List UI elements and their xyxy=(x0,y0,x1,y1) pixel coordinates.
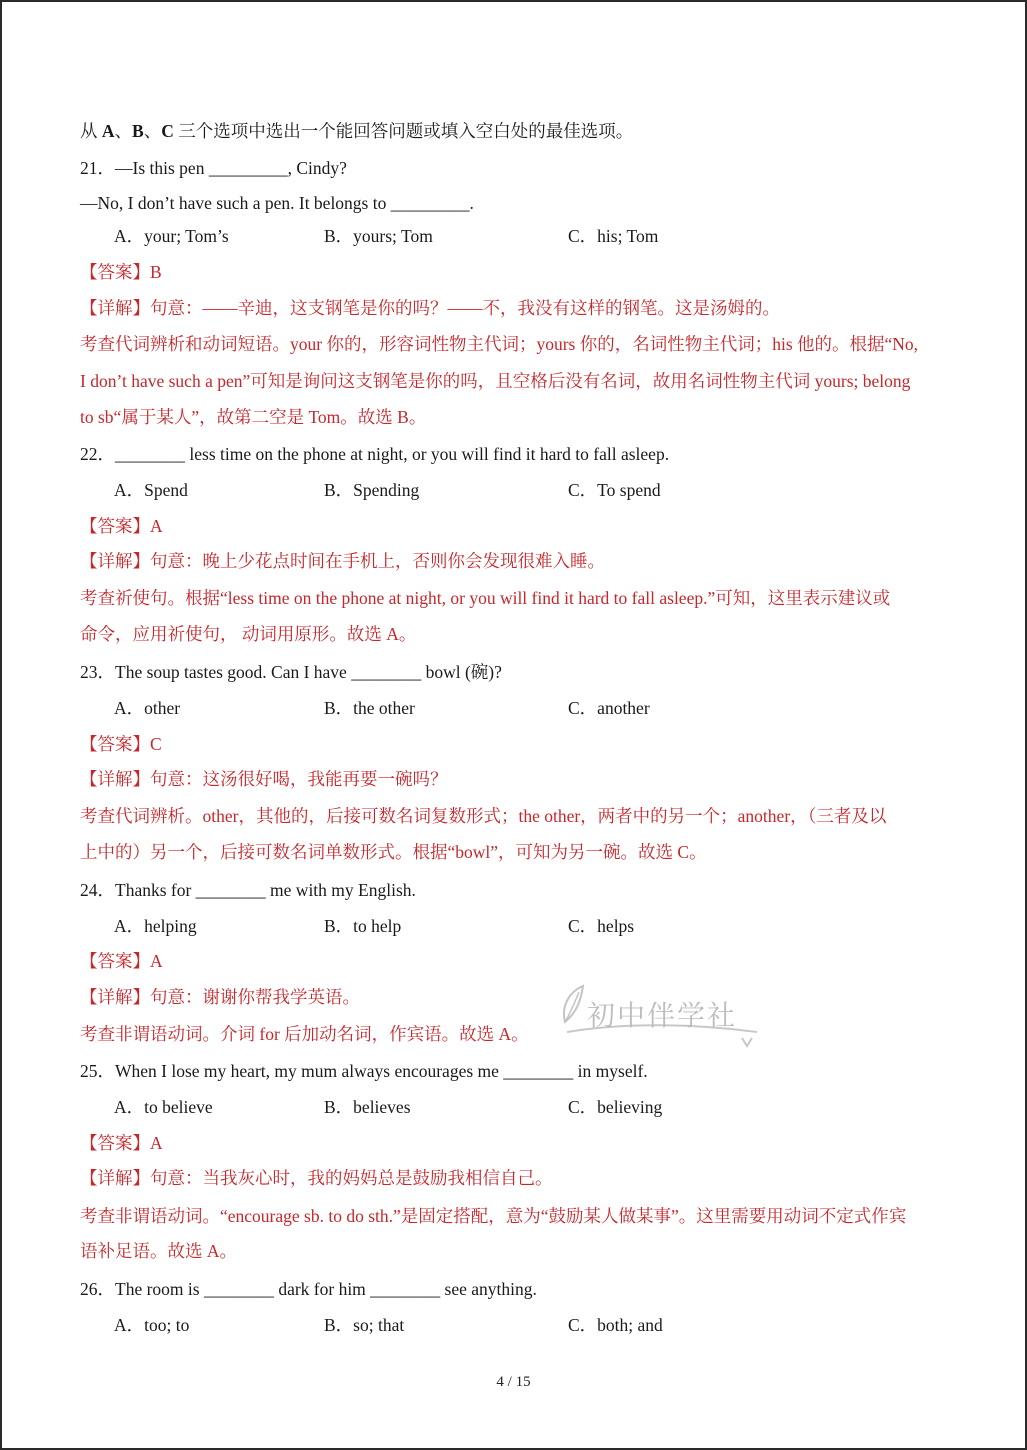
q23-explain-2: 上中的）另一个，后接可数名词单数形式。根据“bowl”，可知为另一碗。故选 C。 xyxy=(80,842,707,862)
q24-answer: 【答案】A xyxy=(80,951,163,971)
q23-option-b: B．the other xyxy=(324,698,415,718)
q26-option-a: A．too; to xyxy=(114,1315,190,1335)
q23-detail: 【详解】句意：这汤很好喝，我能再要一碗吗？ xyxy=(80,769,448,789)
q22-explain-2: 命令，应用祈使句， 动词用原形。故选 A。 xyxy=(80,624,417,644)
q24-option-a: A．helping xyxy=(114,916,197,936)
q21-explain-3: to sb“属于某人”，故第二空是 Tom。故选 B。 xyxy=(80,407,427,427)
instruction-sep1: 、 xyxy=(114,121,133,141)
q22-stem: 22．________ less time on the phone at night, or you will find it hard to fall asleep. xyxy=(80,444,670,464)
instruction-opt-c: C xyxy=(161,121,174,141)
q25-detail: 【详解】句意：当我灰心时，我的妈妈总是鼓励我相信自己。 xyxy=(80,1168,553,1188)
q22-option-b: B．Spending xyxy=(324,480,420,500)
instruction-line xyxy=(80,120,633,142)
instruction-opt-b: B xyxy=(132,121,144,141)
q25-stem: 25．When I lose my heart, my mum always encourages me ________ in myself. xyxy=(80,1061,648,1081)
q26-option-c: C．both; and xyxy=(568,1315,663,1335)
instruction-prefix: 从 xyxy=(80,121,98,141)
q22-explain-1: 考查祈使句。根据“less time on the phone at night, or you will find it hard to fall asleep.”可知，这里表示建议或 xyxy=(80,588,891,608)
q24-option-c: C．helps xyxy=(568,916,635,936)
q21-stem: 21．—Is this pen _________, Cindy? xyxy=(80,158,347,178)
q21-explain-2: I don’t have such a pen”可知是询问这支钢笔是你的吗，且空格后没有名词，故用名词性物主代词 yours; belong xyxy=(80,371,911,391)
q24-option-b: B．to help xyxy=(324,916,402,936)
watermark-logo xyxy=(557,982,767,1052)
page-number: 4 / 15 xyxy=(496,1374,531,1390)
q23-option-c: C．another xyxy=(568,698,650,718)
q21-answer: 【答案】B xyxy=(80,262,162,282)
q23-explain-1: 考查代词辨析。other，其他的，后接可数名词复数形式；the other，两者中的另一个；another，（三者及以 xyxy=(80,806,887,826)
q25-option-a: A．to believe xyxy=(114,1097,213,1117)
q21-option-a: A．your; Tom’s xyxy=(114,226,229,246)
q21-explain-1: 考查代词辨析和动词短语。your 你的，形容词性物主代词；yours 你的，名词性物主代词；his 他的。根据“No, xyxy=(80,334,919,354)
q25-answer: 【答案】A xyxy=(80,1133,163,1153)
q22-detail: 【详解】句意：晚上少花点时间在手机上，否则你会发现很难入睡。 xyxy=(80,551,605,571)
q23-option-a: A．other xyxy=(114,698,181,718)
q26-stem: 26．The room is ________ dark for him ________ see anything. xyxy=(80,1279,537,1299)
instruction-suffix: 三个选项中选出一个能回答问题或填入空白处的最佳选项。 xyxy=(173,121,634,141)
instruction-sep2: 、 xyxy=(143,121,162,141)
q23-stem: 23．The soup tastes good. Can I have ________ bowl (碗)? xyxy=(80,662,502,682)
q24-stem: 24．Thanks for ________ me with my English. xyxy=(80,880,416,900)
q22-option-c: C．To spend xyxy=(568,480,661,500)
q23-answer: 【答案】C xyxy=(80,734,162,754)
instruction-opt-a: A xyxy=(101,121,115,141)
watermark-text: 初中伴学社 xyxy=(587,999,738,1032)
q22-option-a: A．Spend xyxy=(114,480,188,500)
q25-explain-1: 考查非谓语动词。“encourage sb. to do sth.”是固定搭配，意为“鼓励某人做某事”。这里需要用动词不定式作宾 xyxy=(80,1206,907,1226)
q21-option-b: B．yours; Tom xyxy=(324,226,433,246)
q21-detail: 【详解】句意：——辛迪，这支钢笔是你的吗？——不，我没有这样的钢笔。这是汤姆的。 xyxy=(80,298,780,318)
q26-option-b: B．so; that xyxy=(324,1315,405,1335)
q25-option-b: B．believes xyxy=(324,1097,411,1117)
q24-detail: 【详解】句意：谢谢你帮我学英语。 xyxy=(80,987,360,1007)
q24-explain-1: 考查非谓语动词。介词 for 后加动名词，作宾语。故选 A。 xyxy=(80,1024,529,1044)
q21-stem2: —No, I don’t have such a pen. It belongs to _________. xyxy=(80,193,474,213)
q21-option-c: C．his; Tom xyxy=(568,226,659,246)
q25-option-c: C．believing xyxy=(568,1097,663,1117)
q22-answer: 【答案】A xyxy=(80,516,163,536)
q25-explain-2: 语补足语。故选 A。 xyxy=(80,1241,238,1261)
